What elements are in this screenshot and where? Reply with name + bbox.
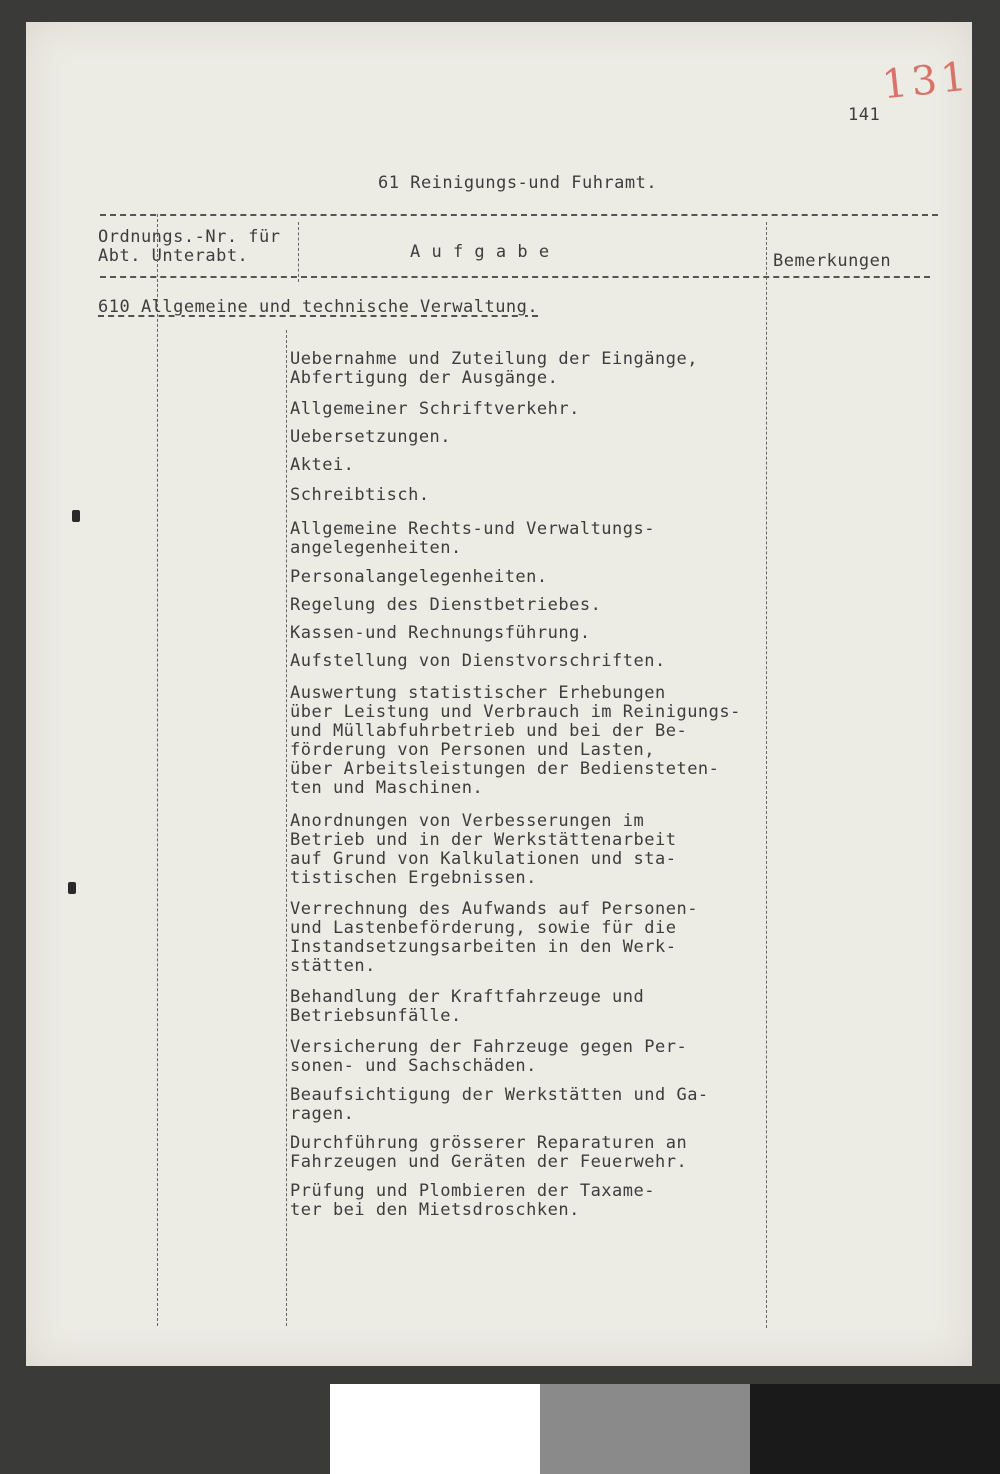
task-line: Instandsetzungsarbeiten in den Werk-	[290, 937, 677, 957]
task-line: Allgemeiner Schriftverkehr.	[290, 399, 580, 419]
page-title: 61 Reinigungs-und Fuhramt.	[378, 173, 658, 193]
task-line: angelegenheiten.	[290, 538, 462, 558]
task-item	[290, 900, 760, 976]
task-line: Behandlung der Kraftfahrzeuge und	[290, 987, 645, 1007]
table-header-rule	[100, 276, 930, 278]
task-line: und Müllabfuhrbetrieb und bei der Be-	[290, 721, 688, 741]
task-item	[290, 684, 760, 798]
task-line: Auswertung statistischer Erhebungen	[290, 683, 666, 703]
task-line: tistischen Ergebnissen.	[290, 868, 537, 888]
task-line: ragen.	[290, 1104, 355, 1124]
task-item	[290, 350, 760, 388]
task-item	[290, 812, 760, 888]
task-line: Versicherung der Fahrzeuge gegen Per-	[290, 1037, 688, 1057]
task-item	[290, 1134, 760, 1172]
task-item	[290, 1086, 760, 1124]
task-item	[290, 520, 760, 558]
task-line: Schreibtisch.	[290, 485, 430, 505]
task-line: Abfertigung der Ausgänge.	[290, 368, 559, 388]
task-line: Allgemeine Rechts-und Verwaltungs-	[290, 519, 655, 539]
calibration-grey-swatch	[540, 1384, 750, 1474]
handwritten-folio-number: 131	[879, 53, 973, 109]
task-item	[290, 596, 760, 615]
task-item	[290, 1182, 760, 1220]
task-line: Personalangelegenheiten.	[290, 567, 548, 587]
task-line: Betriebsunfälle.	[290, 1006, 462, 1026]
task-line: auf Grund von Kalkulationen und sta-	[290, 849, 677, 869]
task-line: ter bei den Mietsdroschken.	[290, 1200, 580, 1220]
task-line: Uebernahme und Zuteilung der Eingänge,	[290, 349, 698, 369]
task-line: Kassen-und Rechnungsführung.	[290, 623, 591, 643]
task-line: über Arbeitsleistungen der Bediensteten-	[290, 759, 720, 779]
task-line: Aufstellung von Dienstvorschriften.	[290, 651, 666, 671]
column-divider-task	[286, 330, 287, 1326]
task-line: Uebersetzungen.	[290, 427, 452, 447]
task-line: Verrechnung des Aufwands auf Personen-	[290, 899, 698, 919]
task-item	[290, 428, 760, 447]
col-order-header-line1: Ordnungs.-Nr. für	[98, 227, 281, 247]
table-top-rule	[100, 214, 938, 216]
task-line: über Leistung und Verbrauch im Reinigungs-	[290, 702, 741, 722]
task-item	[290, 988, 760, 1026]
column-divider-unterabt-header	[298, 222, 299, 282]
task-line: stätten.	[290, 956, 376, 976]
page-number: 141	[848, 105, 881, 125]
punch-mark	[72, 510, 80, 522]
task-item	[290, 486, 760, 505]
column-divider-abt	[157, 214, 158, 1326]
task-item	[290, 652, 760, 671]
col-task-header: A u f g a b e	[410, 242, 550, 262]
task-line: Fahrzeugen und Geräten der Feuerwehr.	[290, 1152, 688, 1172]
task-line: sonen- und Sachschäden.	[290, 1056, 537, 1076]
calibration-black-swatch	[750, 1384, 1000, 1474]
task-line: Prüfung und Plombieren der Taxame-	[290, 1181, 655, 1201]
task-item	[290, 1038, 760, 1076]
task-line: Aktei.	[290, 455, 355, 475]
task-item	[290, 568, 760, 587]
task-line: Beaufsichtigung der Werkstätten und Ga-	[290, 1085, 709, 1105]
task-line: und Lastenbeförderung, sowie für die	[290, 918, 677, 938]
task-item	[290, 624, 760, 643]
task-line: Betrieb und in der Werkstättenarbeit	[290, 830, 677, 850]
task-line: förderung von Personen und Lasten,	[290, 740, 655, 760]
task-item	[290, 456, 760, 475]
task-line: Anordnungen von Verbesserungen im	[290, 811, 645, 831]
task-line: Regelung des Dienstbetriebes.	[290, 595, 602, 615]
section-heading: 610 Allgemeine und technische Verwaltung.	[98, 297, 539, 317]
col-order-header-line2: Abt. Unterabt.	[98, 246, 249, 266]
calibration-white-swatch	[330, 1384, 540, 1474]
task-line: ten und Maschinen.	[290, 778, 484, 798]
task-item	[290, 400, 760, 419]
punch-mark	[68, 882, 76, 894]
column-divider-remarks	[766, 222, 767, 1328]
col-remarks-header: Bemerkungen	[773, 251, 892, 271]
task-line: Durchführung grösserer Reparaturen an	[290, 1133, 688, 1153]
